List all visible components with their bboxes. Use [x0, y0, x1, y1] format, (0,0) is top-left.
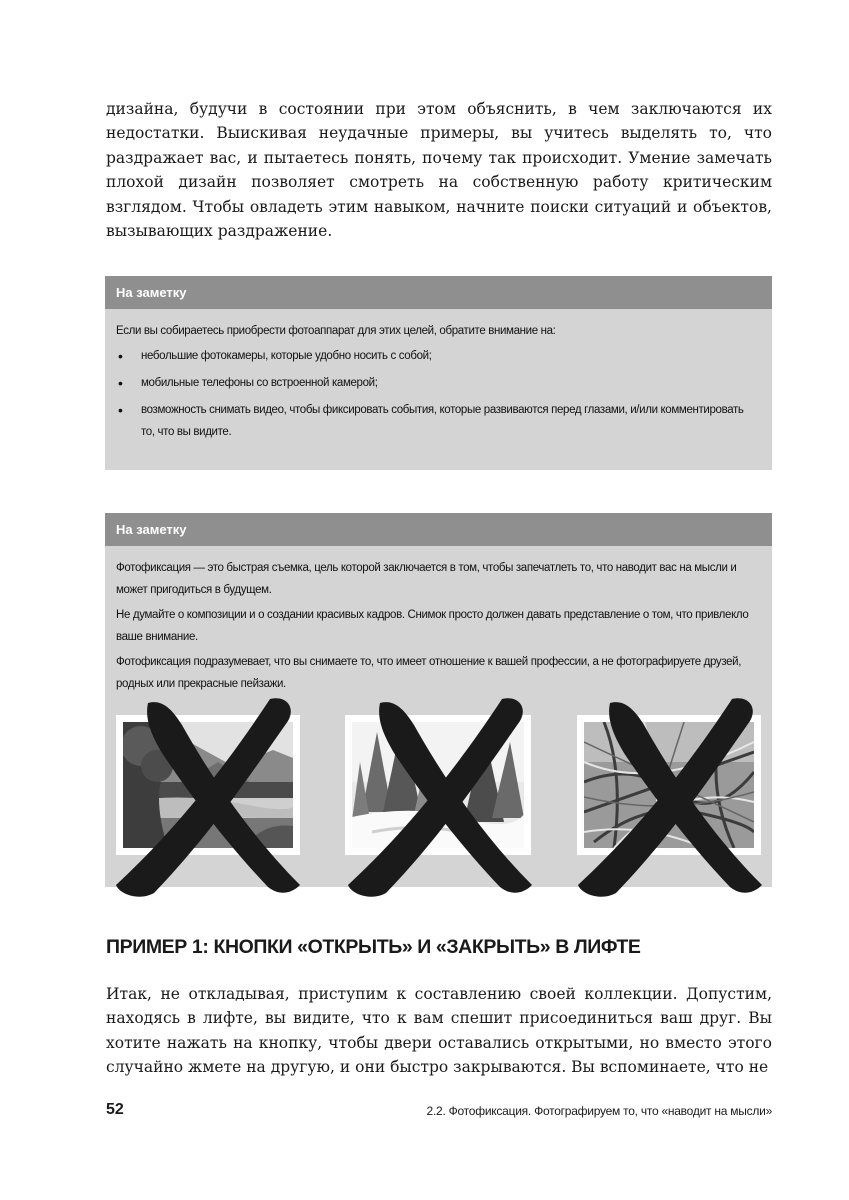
- river-landscape-image: [123, 722, 293, 848]
- list-item: • небольшие фотокамеры, которые удобно носить с собой;: [116, 345, 758, 367]
- example-paragraph: Итак, не откладывая, приступим к составлению своей коллекции. Допустим, находясь в лифте, вы видите, что к вам спешит присоединиться ваш друг. Вы хотите нажать на кнопку, чтобы двери оставались открытыми, но вместо этого случайно жмете на другую, и они быстро закрываются. Вы вспоминаете, что не: [106, 985, 772, 1077]
- note-paragraph: Фотофиксация подразумевает, что вы снимаете то, что имеет отношение к вашей профессии, а не фотографируете друзей, родных или прекрасные пейзажи.: [116, 656, 742, 690]
- running-title: 2.2. Фотофиксация. Фотографируем то, что «наводит на мысли»: [426, 1104, 772, 1118]
- note-paragraph: Не думайте о композиции и о создании красивых кадров. Снимок просто должен давать представление о том, что привлекло ваше внимание.: [116, 609, 749, 643]
- list-item: • возможность снимать видео, чтобы фиксировать события, которые развиваются перед глазами, и/или комментировать то, что вы видите.: [116, 399, 758, 443]
- branches-photo: [577, 715, 761, 855]
- snowy-forest-photo: [345, 715, 531, 855]
- section-heading: ПРИМЕР 1: КНОПКИ «ОТКРЫТЬ» И «ЗАКРЫТЬ» В ЛИФТЕ: [106, 936, 641, 958]
- note-title: На заметку: [105, 513, 772, 546]
- note-paragraph: Фотофиксация — это быстрая съемка, цель которой заключается в том, чтобы запечатлеть то, что наводит вас на мысли и может пригодиться в будущем.: [116, 562, 737, 596]
- tangled-branches-image: [584, 722, 754, 848]
- page-number: 52: [106, 1101, 124, 1118]
- note-body: [105, 309, 772, 443]
- intro-paragraph: дизайна, будучи в состоянии при этом объяснить, в чем заключаются их недостатки. Выискивая неудачные примеры, вы учитесь выделять то, что раздражает вас, и пытаетесь понять, почему так происходит. Умение замечать плохой дизайн позволяет смотреть на собственную работу критическим взглядом. Чтобы овладеть этим навыком, начните поиски ситуаций и объектов, вызывающих раздражение.: [106, 100, 772, 241]
- snowy-forest-image: [352, 722, 524, 848]
- note-box-camera-tips: [105, 276, 772, 470]
- note-body: [105, 546, 772, 695]
- list-item: • мобильные телефоны со встроенной камерой;: [116, 372, 758, 394]
- note-title: На заметку: [105, 276, 772, 309]
- note-list: [116, 345, 758, 443]
- landscape-photo: [116, 715, 300, 855]
- note-lead: Если вы собираетесь приобрести фотоаппарат для этих целей, обратите внимание на:: [116, 325, 556, 337]
